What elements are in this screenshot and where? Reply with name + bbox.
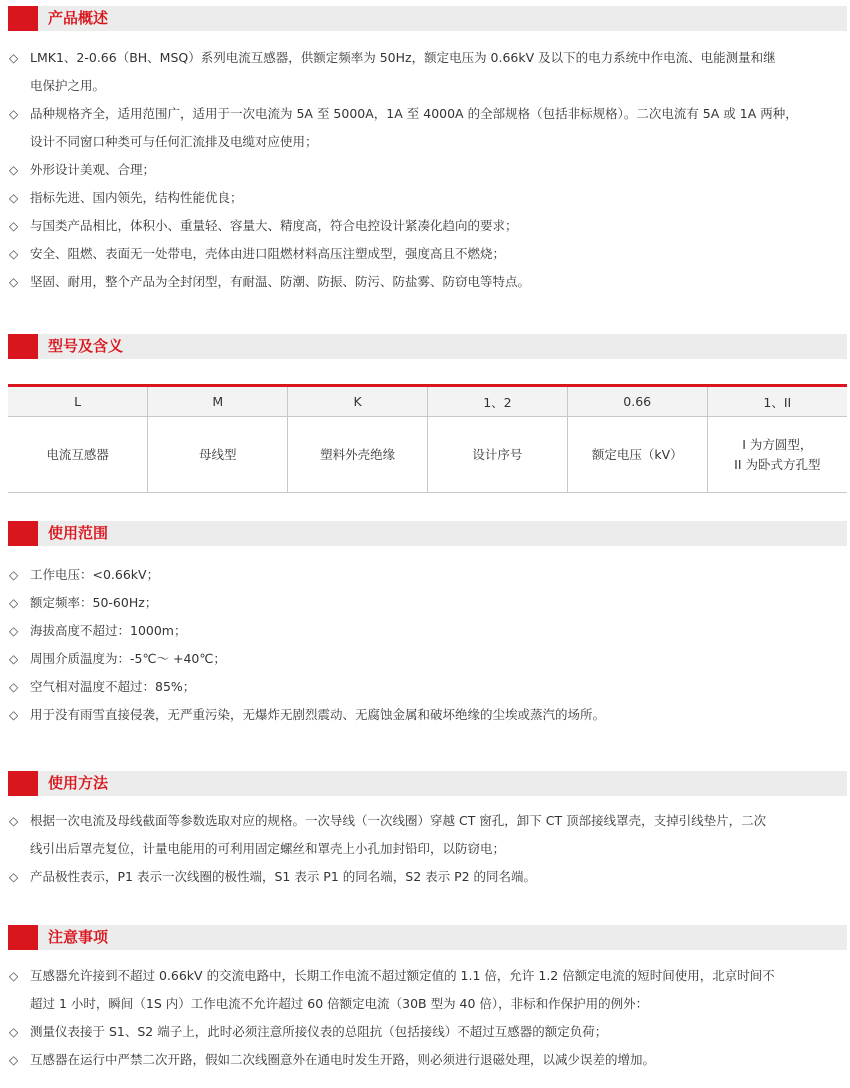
diamond-bullet-icon: ◇	[9, 1053, 19, 1067]
notes-list	[8, 962, 847, 1074]
list-item: ◇ 指标先进、国内领先，结构性能优良；	[8, 184, 847, 212]
diamond-bullet-icon: ◇	[9, 596, 19, 610]
diamond-bullet-icon: ◇	[9, 247, 19, 261]
table-header-cell: L	[8, 386, 148, 417]
table-cell: I 为方圆型， II 为卧式方孔型	[707, 417, 847, 493]
list-item: ◇ 工作电压：<0.66kV；	[8, 561, 847, 589]
table-header-cell: 0.66	[567, 386, 707, 417]
list-item: ◇ 空气相对温度不超过：85%；	[8, 673, 847, 701]
section-title-notes: 注意事项	[48, 928, 109, 946]
section-header-notes	[8, 925, 847, 950]
scope-list	[8, 561, 847, 729]
list-item: ◇ 与国类产品相比，体积小、重量轻、容量大、精度高，符合电控设计紧凑化趋向的要求；	[8, 212, 847, 240]
list-item: ◇ 海拔高度不超过：1000m；	[8, 617, 847, 645]
table-cell: 设计序号	[427, 417, 567, 493]
section-marker	[8, 6, 38, 31]
diamond-bullet-icon: ◇	[9, 568, 19, 582]
list-item: ◇ LMK1、2-0.66（BH、MSQ）系列电流互感器，供额定频率为 50Hz，额定电压为 0.66kV 及以下的电力系统中作电流、电能测量和继 电保护之用。	[8, 44, 847, 100]
table-header-cell: 1、2	[427, 386, 567, 417]
list-item: ◇ 互感器允许接到不超过 0.66kV 的交流电路中，长期工作电流不超过额定值的 1.1 倍，允许 1.2 倍额定电流的短时间使用，北京时间不 超过 1 小时，瞬间（1S 内）工作电流不允许超过 60 倍额定电流（30B 型为 40 倍），非标和作保护用的例外：	[8, 962, 847, 1018]
section-header-scope	[8, 521, 847, 546]
diamond-bullet-icon: ◇	[9, 652, 19, 666]
overview-list	[8, 44, 847, 296]
list-item: ◇ 额定频率：50-60Hz；	[8, 589, 847, 617]
diamond-bullet-icon: ◇	[9, 219, 19, 233]
section-marker	[8, 925, 38, 950]
list-item: ◇ 根据一次电流及母线截面等参数选取对应的规格。一次导线（一次线圈）穿越 CT 窗孔，卸下 CT 顶部接线罩壳，支掉引线垫片，二次 线引出后罩壳复位，计量电能用的可利用固定螺丝和罩壳上小孔加封铅印，以防窃电；	[8, 807, 847, 863]
list-item: ◇ 周围介质温度为：-5℃～ +40℃；	[8, 645, 847, 673]
table-header-row	[8, 386, 847, 417]
diamond-bullet-icon: ◇	[9, 275, 19, 289]
diamond-bullet-icon: ◇	[9, 163, 19, 177]
section-title-model: 型号及含义	[48, 337, 124, 355]
model-table	[8, 384, 847, 493]
diamond-bullet-icon: ◇	[9, 107, 19, 121]
table-cell: 塑料外壳绝缘	[288, 417, 428, 493]
section-marker	[8, 771, 38, 796]
diamond-bullet-icon: ◇	[9, 708, 19, 722]
diamond-bullet-icon: ◇	[9, 624, 19, 638]
list-item: ◇ 互感器在运行中严禁二次开路，假如二次线圈意外在通电时发生开路，则必须进行退磁处理，以减少误差的增加。	[8, 1046, 847, 1074]
list-item: ◇ 用于没有雨雪直接侵袭，无严重污染，无爆炸无剧烈震动、无腐蚀金属和破坏绝缘的尘埃或蒸汽的场所。	[8, 701, 847, 729]
section-title-overview: 产品概述	[48, 9, 109, 27]
table-cell: 额定电压（kV）	[567, 417, 707, 493]
usage-list	[8, 807, 847, 891]
table-header-cell: 1、II	[707, 386, 847, 417]
table-header-cell: K	[288, 386, 428, 417]
diamond-bullet-icon: ◇	[9, 969, 19, 983]
list-item: ◇ 坚固、耐用，整个产品为全封闭型，有耐温、防潮、防振、防污、防盐雾、防窃电等特点。	[8, 268, 847, 296]
diamond-bullet-icon: ◇	[9, 51, 19, 65]
list-item: ◇ 品种规格齐全，适用范围广，适用于一次电流为 5A 至 5000A，1A 至 4000A 的全部规格（包括非标规格）。二次电流有 5A 或 1A 两种， 设计不同窗口种类可与任何汇流排及电缆对应使用；	[8, 100, 847, 156]
table-cell: 电流互感器	[8, 417, 148, 493]
diamond-bullet-icon: ◇	[9, 870, 19, 884]
list-item: ◇ 测量仪表接于 S1、S2 端子上，此时必须注意所接仪表的总阻抗（包括接线）不超过互感器的额定负荷；	[8, 1018, 847, 1046]
table-cell: 母线型	[148, 417, 288, 493]
list-item: ◇ 外形设计美观、合理；	[8, 156, 847, 184]
list-item: ◇ 产品极性表示，P1 表示一次线圈的极性端，S1 表示 P1 的同名端，S2 表示 P2 的同名端。	[8, 863, 847, 891]
section-marker	[8, 334, 38, 359]
section-marker	[8, 521, 38, 546]
section-title-usage: 使用方法	[48, 774, 109, 792]
list-item: ◇ 安全、阻燃、表面无一处带电，壳体由进口阻燃材料高压注塑成型，强度高且不燃烧；	[8, 240, 847, 268]
section-title-scope: 使用范围	[48, 524, 109, 542]
section-header-model	[8, 334, 847, 359]
section-header-usage	[8, 771, 847, 796]
diamond-bullet-icon: ◇	[9, 680, 19, 694]
diamond-bullet-icon: ◇	[9, 814, 19, 828]
table-row	[8, 417, 847, 493]
section-header-overview	[8, 6, 847, 31]
diamond-bullet-icon: ◇	[9, 191, 19, 205]
table-header-cell: M	[148, 386, 288, 417]
diamond-bullet-icon: ◇	[9, 1025, 19, 1039]
